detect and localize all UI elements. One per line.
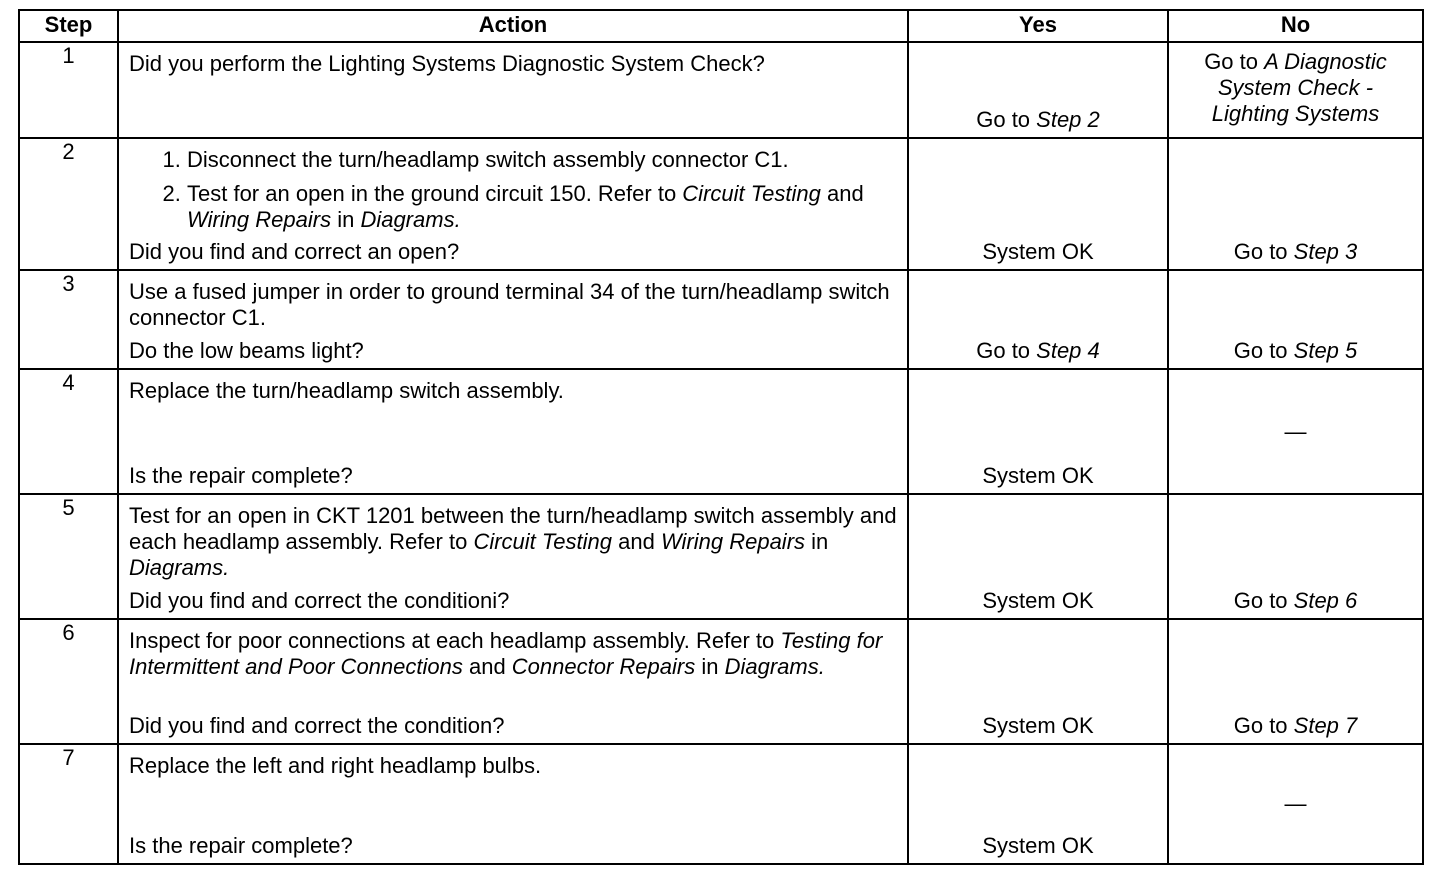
step-number: 6	[19, 619, 118, 744]
yes-answer: System OK	[982, 833, 1094, 858]
step-number: 5	[19, 494, 118, 619]
yes-cell	[908, 494, 1168, 619]
action-text: Test for an open in CKT 1201 between the turn/headlamp switch assembly and each headlamp assembly. Refer to Circuit Testing and Wiring Repairs in Diagrams.	[129, 503, 897, 580]
no-answer-dash: —	[1284, 418, 1307, 444]
no-answer: Go to Step 3	[1233, 239, 1358, 264]
action-cell	[118, 369, 908, 494]
action-list	[129, 147, 899, 233]
action-cell	[118, 619, 908, 744]
action-question: Did you find and correct an open?	[129, 239, 460, 264]
step-number: 4	[19, 369, 118, 494]
table-row	[19, 619, 1423, 744]
no-cell	[1168, 744, 1423, 864]
action-cell	[118, 42, 908, 138]
action-text: Did you perform the Lighting Systems Diagnostic System Check?	[129, 51, 765, 76]
list-item: 1. Disconnect the turn/headlamp switch assembly connector C1.	[187, 147, 899, 173]
table-row	[19, 42, 1423, 138]
action-question: Did you find and correct the conditioni?	[129, 588, 510, 613]
table-row	[19, 138, 1423, 270]
yes-answer: System OK	[982, 713, 1094, 738]
no-answer: Go to Step 5	[1233, 338, 1358, 363]
action-question: Did you find and correct the condition?	[129, 713, 505, 738]
action-question: Is the repair complete?	[129, 833, 353, 858]
no-cell	[1168, 494, 1423, 619]
no-cell	[1168, 369, 1423, 494]
yes-cell	[908, 369, 1168, 494]
action-text: Replace the left and right headlamp bulbs.	[129, 753, 542, 778]
diagnostic-table	[18, 9, 1424, 865]
no-cell	[1168, 270, 1423, 369]
table-header-row	[19, 10, 1423, 42]
no-answer-dash: —	[1284, 791, 1307, 816]
yes-cell	[908, 619, 1168, 744]
no-answer: Go to A Diagnostic System Check - Lighting Systems	[1204, 49, 1387, 126]
action-text: Use a fused jumper in order to ground terminal 34 of the turn/headlamp switch connector C1.	[129, 279, 890, 330]
no-answer: Go to Step 7	[1233, 713, 1358, 738]
table-row	[19, 270, 1423, 369]
table-row	[19, 494, 1423, 619]
step-number: 1	[19, 42, 118, 138]
no-cell	[1168, 42, 1423, 138]
action-cell	[118, 138, 908, 270]
step-number: 7	[19, 744, 118, 864]
action-cell	[118, 744, 908, 864]
header-step: Step	[19, 10, 118, 42]
action-cell	[118, 494, 908, 619]
yes-answer: System OK	[982, 239, 1094, 264]
action-question: Do the low beams light?	[129, 338, 364, 363]
header-action: Action	[118, 10, 908, 42]
no-answer: Go to Step 6	[1233, 588, 1358, 613]
table-row	[19, 369, 1423, 494]
yes-answer: System OK	[982, 588, 1094, 613]
step-number: 3	[19, 270, 118, 369]
action-text: Inspect for poor connections at each headlamp assembly. Refer to Testing for Intermittent and Poor Connections and Connector Repairs in Diagrams.	[129, 628, 883, 679]
no-cell	[1168, 619, 1423, 744]
header-no: No	[1168, 10, 1423, 42]
yes-answer: Go to Step 4	[976, 338, 1100, 363]
action-cell	[118, 270, 908, 369]
list-item: 2. Test for an open in the ground circuit 150. Refer to Circuit Testing and Wiring Repairs in Diagrams.	[187, 181, 899, 233]
yes-cell	[908, 42, 1168, 138]
no-cell	[1168, 138, 1423, 270]
yes-cell	[908, 744, 1168, 864]
yes-answer: Go to Step 2	[976, 107, 1100, 132]
action-question: Is the repair complete?	[129, 463, 353, 488]
action-text: Replace the turn/headlamp switch assembly.	[129, 378, 564, 403]
header-yes: Yes	[908, 10, 1168, 42]
step-number: 2	[19, 138, 118, 270]
yes-cell	[908, 270, 1168, 369]
yes-cell	[908, 138, 1168, 270]
yes-answer: System OK	[982, 463, 1094, 488]
table-row	[19, 744, 1423, 864]
